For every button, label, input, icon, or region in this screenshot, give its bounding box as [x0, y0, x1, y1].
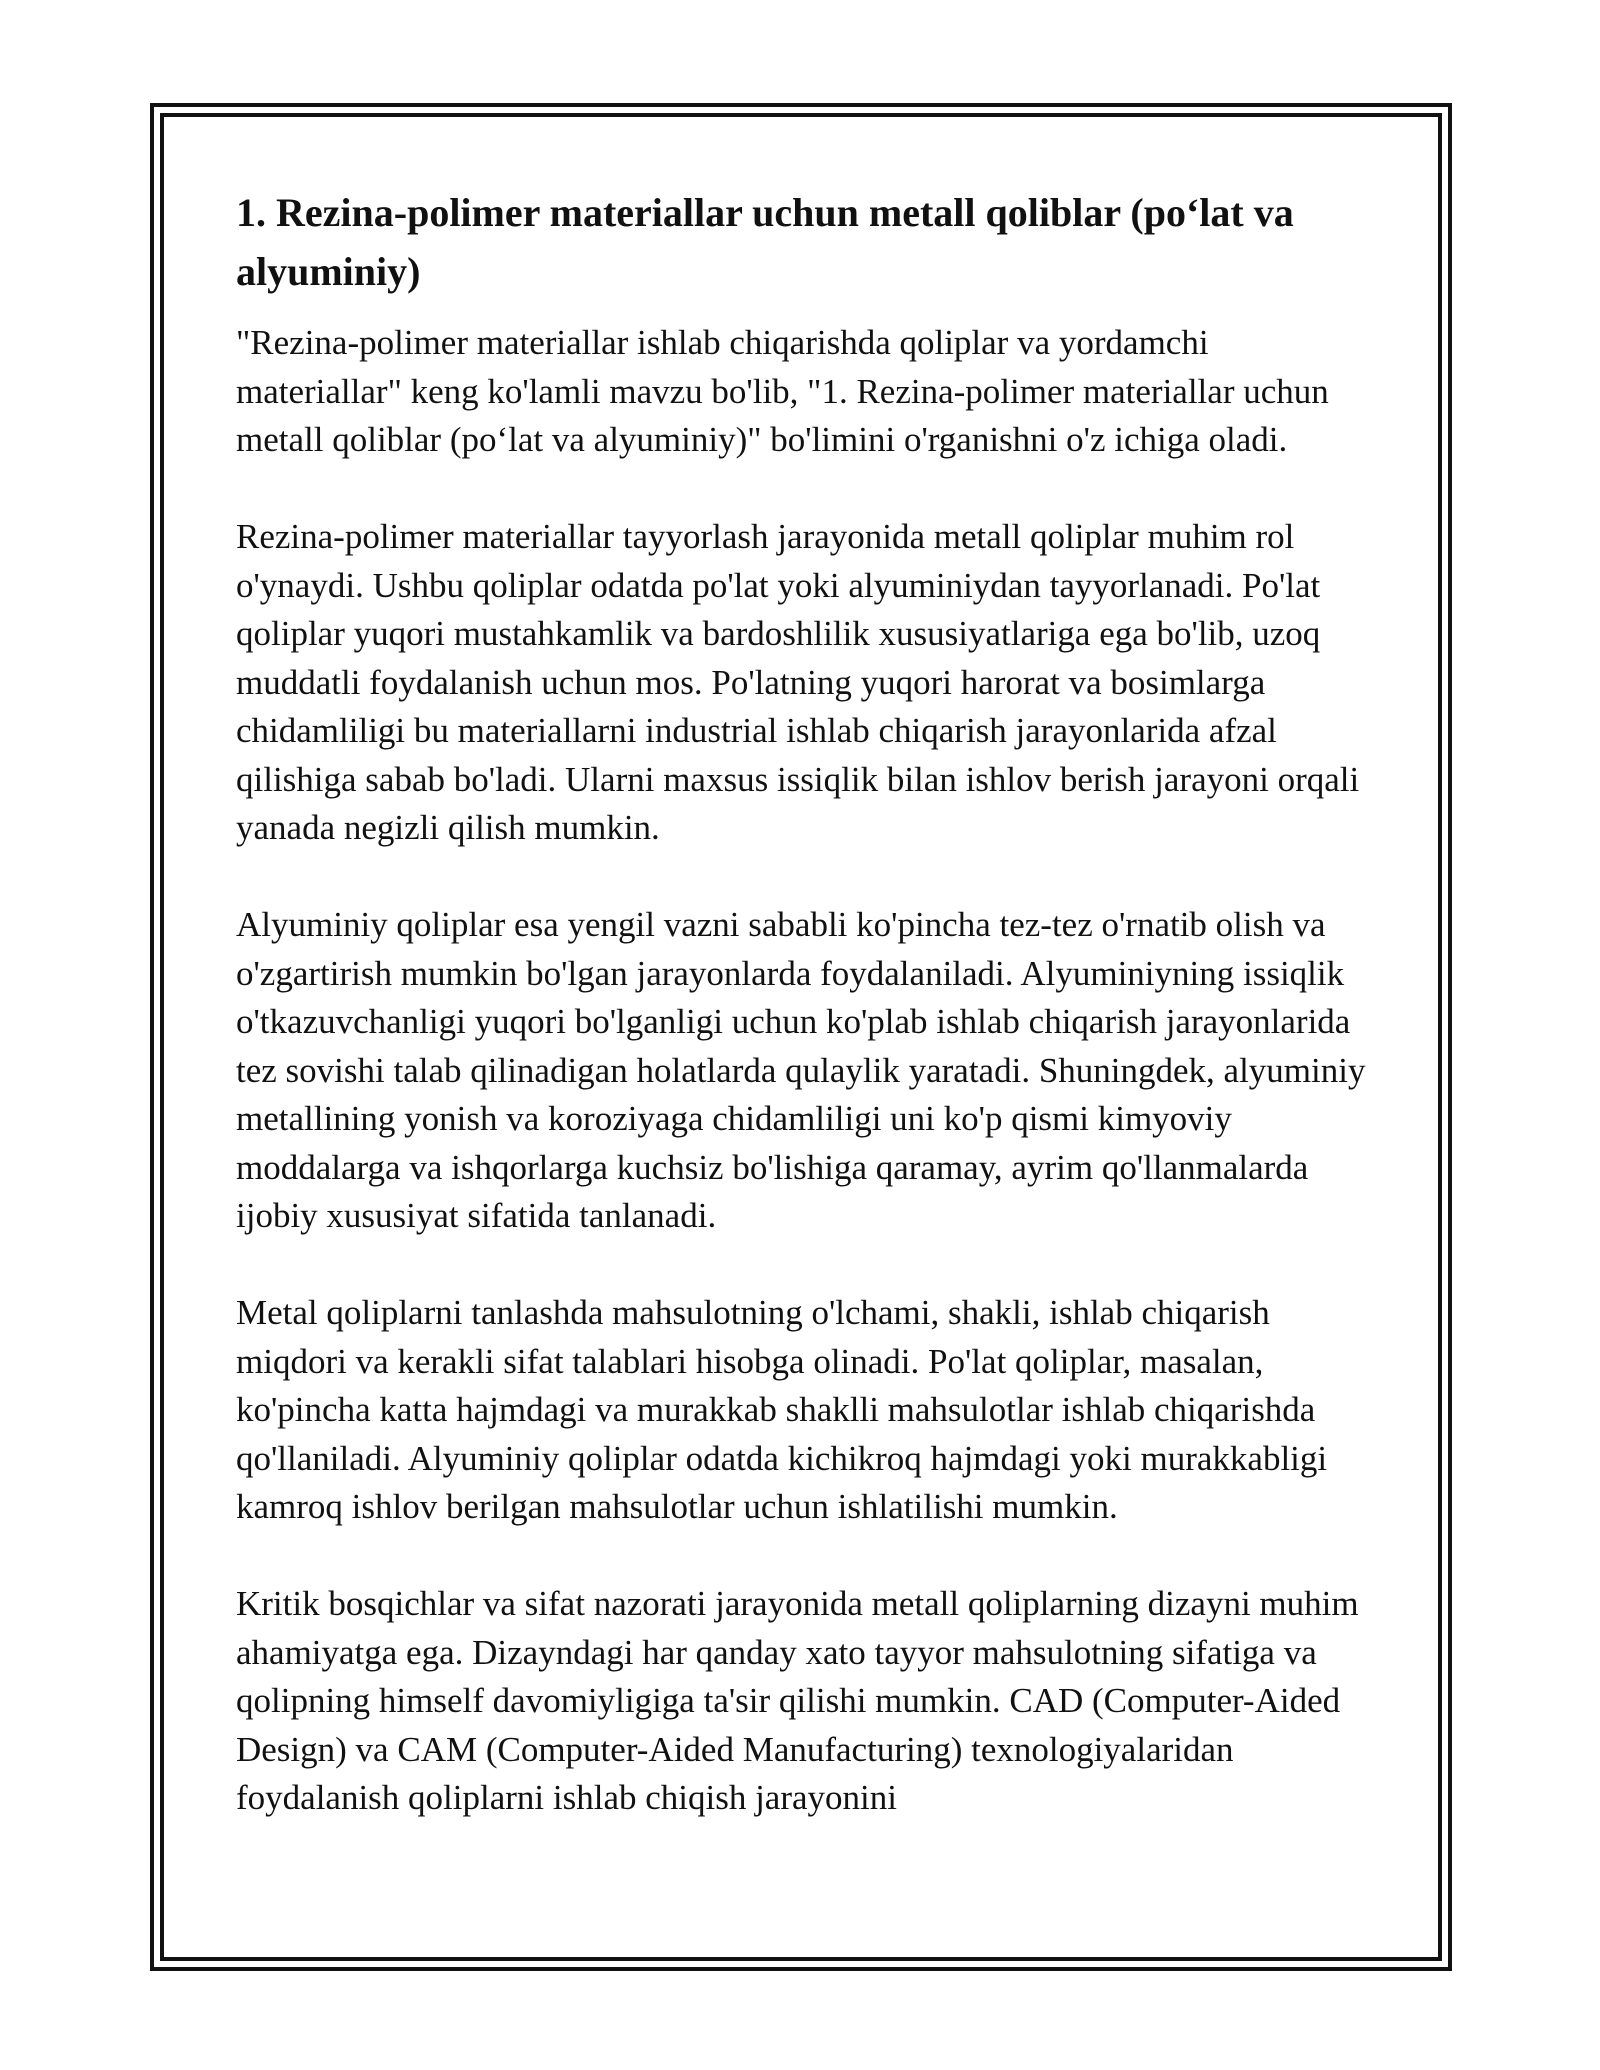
document-body: [236, 183, 1376, 1871]
paragraph-steel-molds: Rezina-polimer materiallar tayyorlash jarayonida metall qoliplar muhim rol o'ynaydi. Ushbu qoliplar odatda po'lat yoki alyuminiydan tayyorlanadi. Po'lat qoliplar yuqori mustahkamlik va bardoshlilik xususiyatlariga ega bo'lib, uzoq muddatli foydalanish uchun mos. Po'latning yuqori harorat va bosimlarga chidamliligi bu materiallarni industrial ishlab chiqarish jarayonlarida afzal qilishiga sabab bo'ladi. Ularni maxsus issiqlik bilan ishlov berish jarayoni orqali yanada negizli qilish mumkin.: [236, 517, 1360, 847]
paragraph-aluminum-molds: Alyuminiy qoliplar esa yengil vazni sababli ko'pincha tez-tez o'rnatib olish va o'zgartirish mumkin bo'lgan jarayonlarda foydalaniladi. Alyuminiyning issiqlik o'tkazuvchanligi yuqori bo'lganligi uchun ko'plab ishlab chiqarish jarayonlarida tez sovishi talab qilinadigan holatlarda qulaylik yaratadi. Shuningdek, alyuminiy metallining yonish va koroziyaga chidamliligi uni ko'p qismi kimyoviy moddalarga va ishqorlarga kuchsiz bo'lishiga qaramay, ayrim qo'llanmalarda ijobiy xususiyat sifatida tanlanadi.: [236, 905, 1366, 1235]
paragraph-mold-selection: Metal qoliplarni tanlashda mahsulotning o'lchami, shakli, ishlab chiqarish miqdori va kerakli sifat talablari hisobga olinadi. Po'lat qoliplar, masalan, ko'pincha katta hajmdagi va murakkab shaklli mahsulotlar ishlab chiqarishda qo'llaniladi. Alyuminiy qoliplar odatda kichikroq hajmdagi yoki murakkabligi kamroq ishlov berilgan mahsulotlar uchun ishlatilishi mumkin.: [236, 1293, 1328, 1526]
section-heading: 1. Rezina-polimer materiallar uchun metall qoliblar (po‘lat va alyuminiy): [236, 190, 1294, 294]
paragraph-intro: "Rezina-polimer materiallar ishlab chiqarishda qoliplar va yordamchi materiallar" keng ko'lamli mavzu bo'lib, "1. Rezina-polimer materiallar uchun metall qoliblar (po‘lat va alyuminiy)" bo'limini o'rganishni o'z ichiga oladi.: [236, 323, 1329, 459]
paragraph-design-quality: Kritik bosqichlar va sifat nazorati jarayonida metall qoliplarning dizayni muhim ahamiyatga ega. Dizayndagi har qanday xato tayyor mahsulotning sifatiga va qolipning himself davomiyligiga ta'sir qilishi mumkin. CAD (Computer-Aided Design) va CAM (Computer-Aided Manufacturing) texnologiyalaridan foydalanish qoliplarni ishlab chiqish jarayonini: [236, 1584, 1359, 1817]
